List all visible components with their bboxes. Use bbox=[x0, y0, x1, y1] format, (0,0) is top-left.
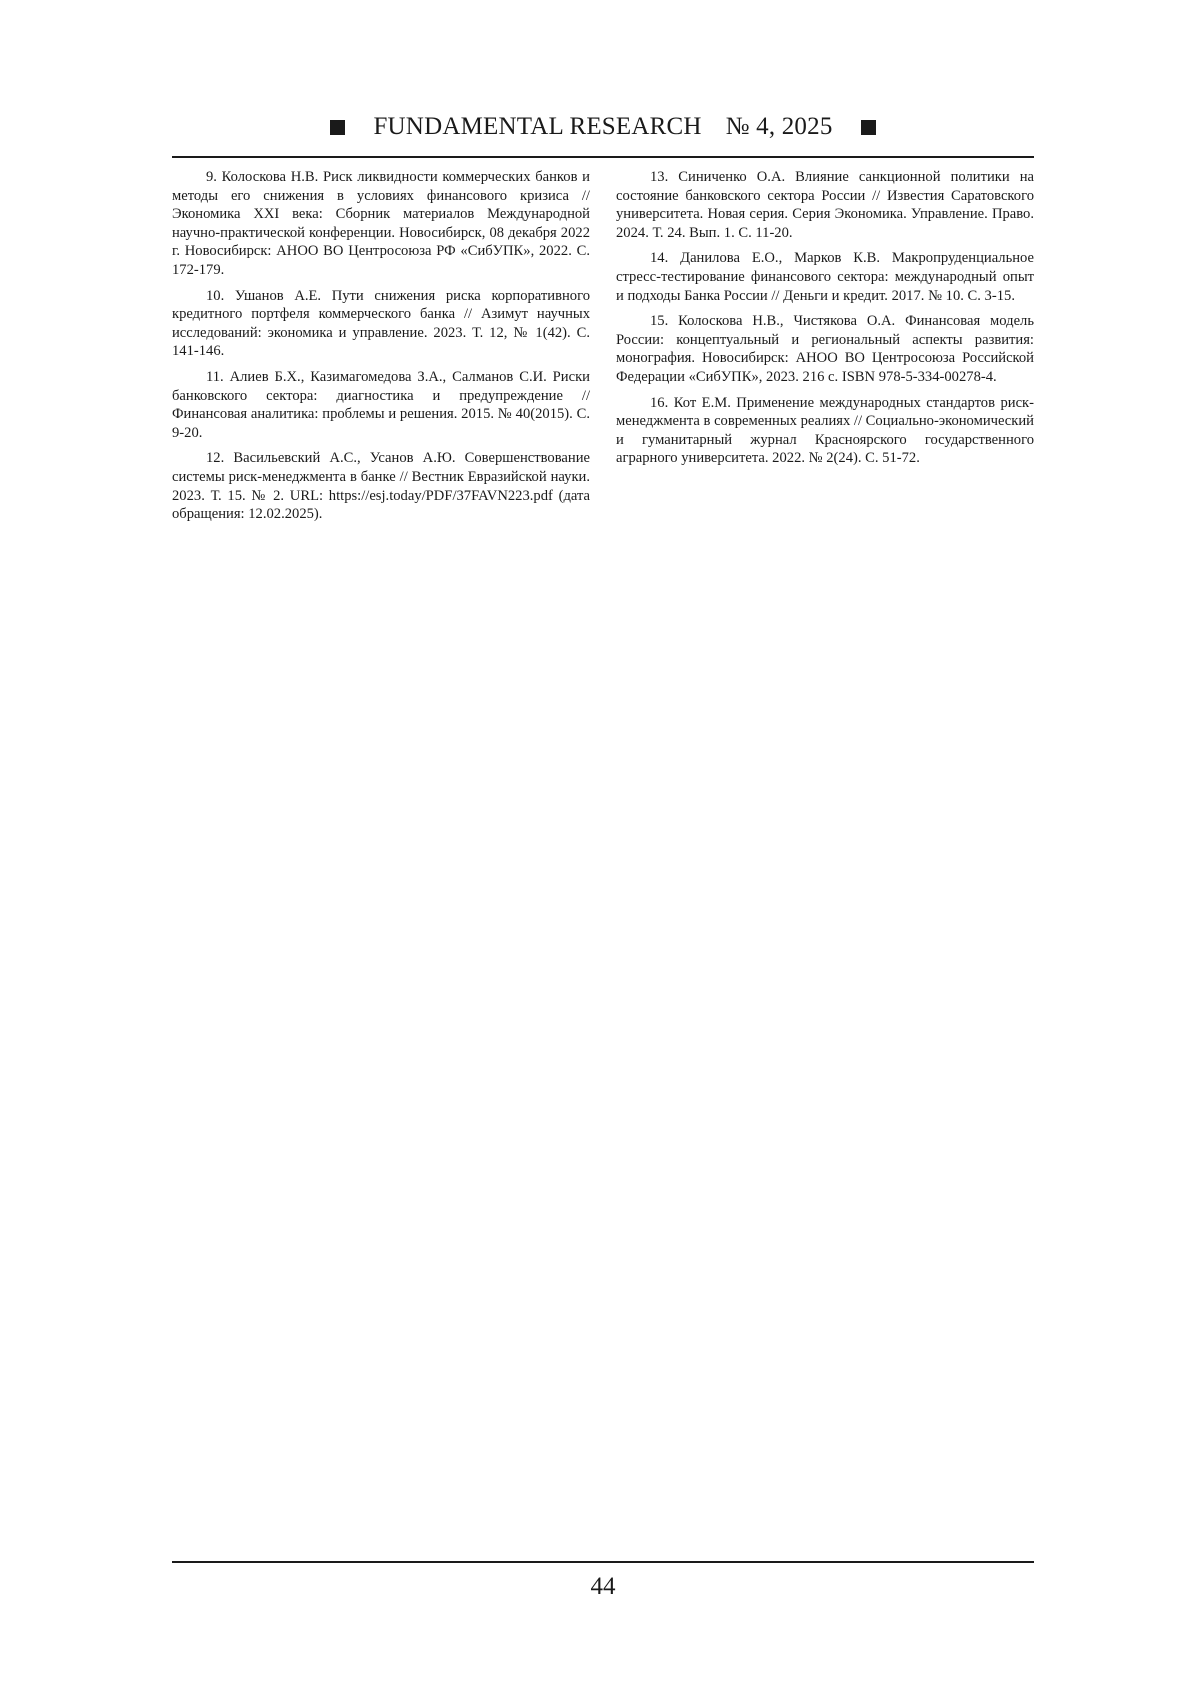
reference-column-left bbox=[172, 168, 590, 531]
reference-item: 13. Синиченко О.А. Влияние санкционной политики на состояние банковского сектора России // Известия Саратовского университета. Новая серия. Серия Экономика. Управление. Право. 2024. Т. 24. Вып. 1. С. 11-20. bbox=[616, 169, 1034, 241]
reference-item: 11. Алиев Б.Х., Казимагомедова З.А., Салманов С.И. Риски банковского сектора: диагностика и предупреждение // Финансовая аналитика: проблемы и решения. 2015. № 40(2015). С. 9-20. bbox=[172, 368, 590, 441]
header-rule bbox=[172, 156, 1034, 158]
square-bullet-icon bbox=[861, 120, 876, 135]
reference-item: 10. Ушанов А.Е. Пути снижения риска корпоративного кредитного портфеля коммерческого банка // Азимут научных исследований: экономика и управление. 2023. Т. 12, № 1(42). С. 141-146. bbox=[172, 287, 590, 360]
reference-item: 16. Кот Е.М. Применение международных стандартов риск-менеджмента в современных реалиях // Социально-экономический и гуманитарный журнал Красноярского государственного аграрного университета. 2022. № 2(24). С. 51-72. bbox=[616, 394, 1034, 467]
reference-item: 12. Васильевский А.С., Усанов А.Ю. Совершенствование системы риск-менеджмента в банке // Вестник Евразийской науки. 2023. Т. 15. № 2. URL: https://esj.today/PDF/37FAVN223.pdf (дата обращения: 12.02.2025). bbox=[172, 450, 590, 523]
reference-column-right bbox=[616, 168, 1034, 475]
square-bullet-icon bbox=[330, 120, 345, 135]
reference-item: 14. Данилова Е.О., Марков К.В. Макропруденциальное стресс-тестирование финансового сектора: международный опыт и подходы Банка России // Деньги и кредит. 2017. № 10. С. 3-15. bbox=[616, 250, 1034, 304]
page-number: 44 bbox=[590, 1573, 616, 1600]
journal-title: FUNDAMENTAL RESEARCH bbox=[373, 113, 702, 140]
issue-number: № 4, 2025 bbox=[725, 113, 833, 140]
running-header bbox=[172, 110, 1034, 144]
reference-item: 9. Колоскова Н.В. Риск ликвидности коммерческих банков и методы его снижения в условиях финансового кризиса // Экономика XXI века: Сборник материалов Международной научно-практической конференции. Новосибирск, 08 декабря 2022 г. Новосибирск: АНОО ВО Центросоюза РФ «СибУПК», 2022. С. 172-179. bbox=[172, 169, 590, 278]
reference-item: 15. Колоскова Н.В., Чистякова О.А. Финансовая модель России: концептуальный и региональный аспекты развития: монография. Новосибирск: АНОО ВО Центросоюза Российской Федерации «СибУПК», 2023. 216 с. ISBN 978-5-334-00278-4. bbox=[616, 313, 1034, 385]
footer-rule bbox=[172, 1561, 1034, 1563]
